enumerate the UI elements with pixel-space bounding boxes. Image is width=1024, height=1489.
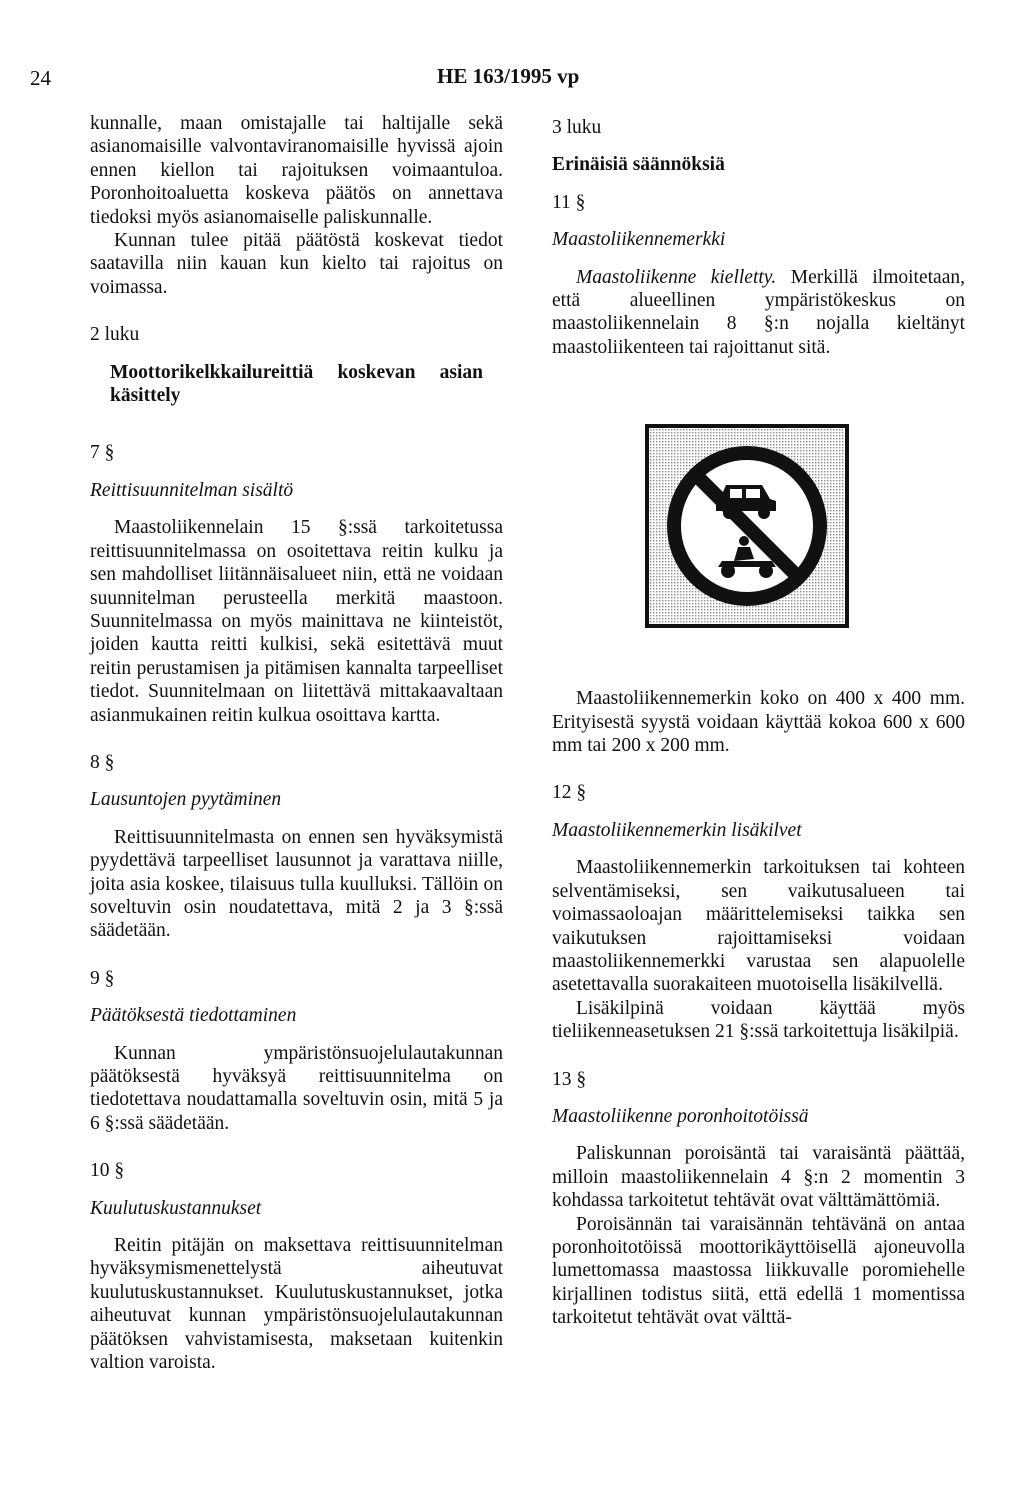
chapter-title: Erinäisiä säännöksiä — [552, 154, 725, 176]
chapter-number: 2 luku — [90, 324, 140, 346]
paragraph — [552, 266, 965, 360]
section-number: 8 § — [90, 751, 115, 773]
off-road-traffic-prohibited-sign-icon — [644, 423, 850, 629]
paragraph: Maastoliikennelain 15 §:ssä tarkoitetussa reittisuunnitelmassa on osoitettava reitin kulku ja sen mahdolliset liitännäisalueet niin, että ne voidaan suunnitelman perusteella merkitä maastoon. Suunnitelmassa on myös mainittava ne kiinteistöt, joiden kautta reitti kulkisi, sekä esitettävä muut reitin perustamisen ja pitämisen kannalta tarpeelliset tiedot. Suunnitelmaan on liitettävä mittakaavaltaan asianmukainen reitin kulkua osoittava kartta. — [90, 517, 503, 726]
paragraph: kunnalle, maan omistajalle tai haltijalle sekä asianomaisille valvontaviranomaisille hyvissä ajoin ennen kiellon tai rajoituksen voimaantuloa. Poronhoitoaluetta koskeva päätös on annettava tiedoksi myös asianomaiselle paliskunnalle. — [90, 113, 503, 228]
paragraph: Poroisännän tai varaisännän tehtävänä on antaa poronhoitotöissä moottorikäyttöisellä ajoneuvolla lumettomassa maastossa liikkuvalle poromiehelle kirjallinen todistus siitä, että edellä 1 momentissa tarkoitetut tehtävät ovat välttä- — [552, 1213, 965, 1329]
section-title: Maastoliikennemerkin lisäkilvet — [552, 819, 802, 841]
section-title: Maastoliikennemerkki — [552, 229, 726, 251]
page-number: 24 — [30, 66, 51, 90]
paragraph: Kunnan ympäristönsuojelulautakunnan päätöksestä hyväksyä reittisuunnitelma on tiedotettava noudattamalla soveltuvin osin, mitä 5 ja 6 §:ssä säädetään. — [90, 1042, 503, 1134]
paragraph-body: Merkillä ilmoitetaan, että alueellinen ympäristökeskus on maastoliikennelain 8 §:n nojalla kieltänyt maastoliikenteen tai rajoittanut sitä. — [552, 266, 965, 358]
section-number: 9 § — [90, 967, 115, 989]
chapter-number: 3 luku — [552, 117, 602, 138]
section-title: Maastoliikenne poronhoitotöissä — [552, 1105, 809, 1127]
section-number: 7 § — [90, 442, 115, 464]
section-title: Lausuntojen pyytäminen — [90, 789, 282, 811]
section-number: 11 § — [552, 191, 586, 213]
paragraph: Paliskunnan poroisäntä tai varaisäntä päättää, milloin maastoliikennelain 4 §:n 2 momentin 3 kohdassa tarkoitetut tehtävät ovat välttämättömiä. — [552, 1143, 965, 1212]
left-column — [90, 112, 503, 1374]
paragraph: Kunnan tulee pitää päätöstä koskevat tiedot saatavilla niin kauan kun kielto tai rajoitus on voimassa. — [90, 230, 503, 298]
right-column — [552, 116, 965, 1330]
section-title: Kuulutuskustannukset — [90, 1197, 262, 1219]
section-title: Päätöksestä tiedottaminen — [90, 1005, 297, 1027]
paragraph: Reitin pitäjän on maksettava reittisuunnitelman hyväksymismenettelystä aiheutuvat kuulutuskustannukset. Kuulutuskustannukset, jotka aiheutuvat kunnan ympäristönsuojelulautakunnan päätöksen vahvistamisesta, maksetaan kuitenkin valtion varoista. — [90, 1235, 503, 1374]
section-title: Reittisuunnitelman sisältö — [90, 479, 294, 501]
paragraph: Lisäkilpinä voidaan käyttää myös tieliikenneasetuksen 21 §:ssä tarkoitettuja lisäkilpiä. — [552, 997, 965, 1043]
section-number: 13 § — [552, 1068, 587, 1090]
lead-in: Maastoliikenne kielletty. — [576, 266, 777, 288]
running-head: HE 163/1995 vp — [437, 64, 580, 88]
chapter-title: Moottorikelkkailureittiä koskevan asian käsittely — [110, 361, 483, 407]
section-number: 12 § — [552, 782, 587, 804]
paragraph: Maastoliikennemerkin koko on 400 x 400 mm. Erityisestä syystä voidaan käyttää kokoa 600 x 600 mm tai 200 x 200 mm. — [552, 688, 965, 757]
paragraph: Reittisuunnitelmasta on ennen sen hyväksymistä pyydettävä tarpeelliset lausunnot ja varattava niille, joita asia koskee, tilaisuus tulla kuulluksi. Tällöin on soveltuvin osin noudatettava, mitä 2 ja 3 §:ssä säädetään. — [90, 826, 503, 942]
paragraph: Maastoliikennemerkin tarkoituksen tai kohteen selventämiseksi, sen vaikutusalueen tai voimassaoloajan määrittelemiseksi taikka sen vaikutuksen rajoittamiseksi voidaan maastoliikennemerkki varustaa sen alapuolelle asetettavalla suorakaiteen muotoisella lisäkilvellä. — [552, 857, 965, 996]
section-number: 10 § — [90, 1160, 125, 1182]
